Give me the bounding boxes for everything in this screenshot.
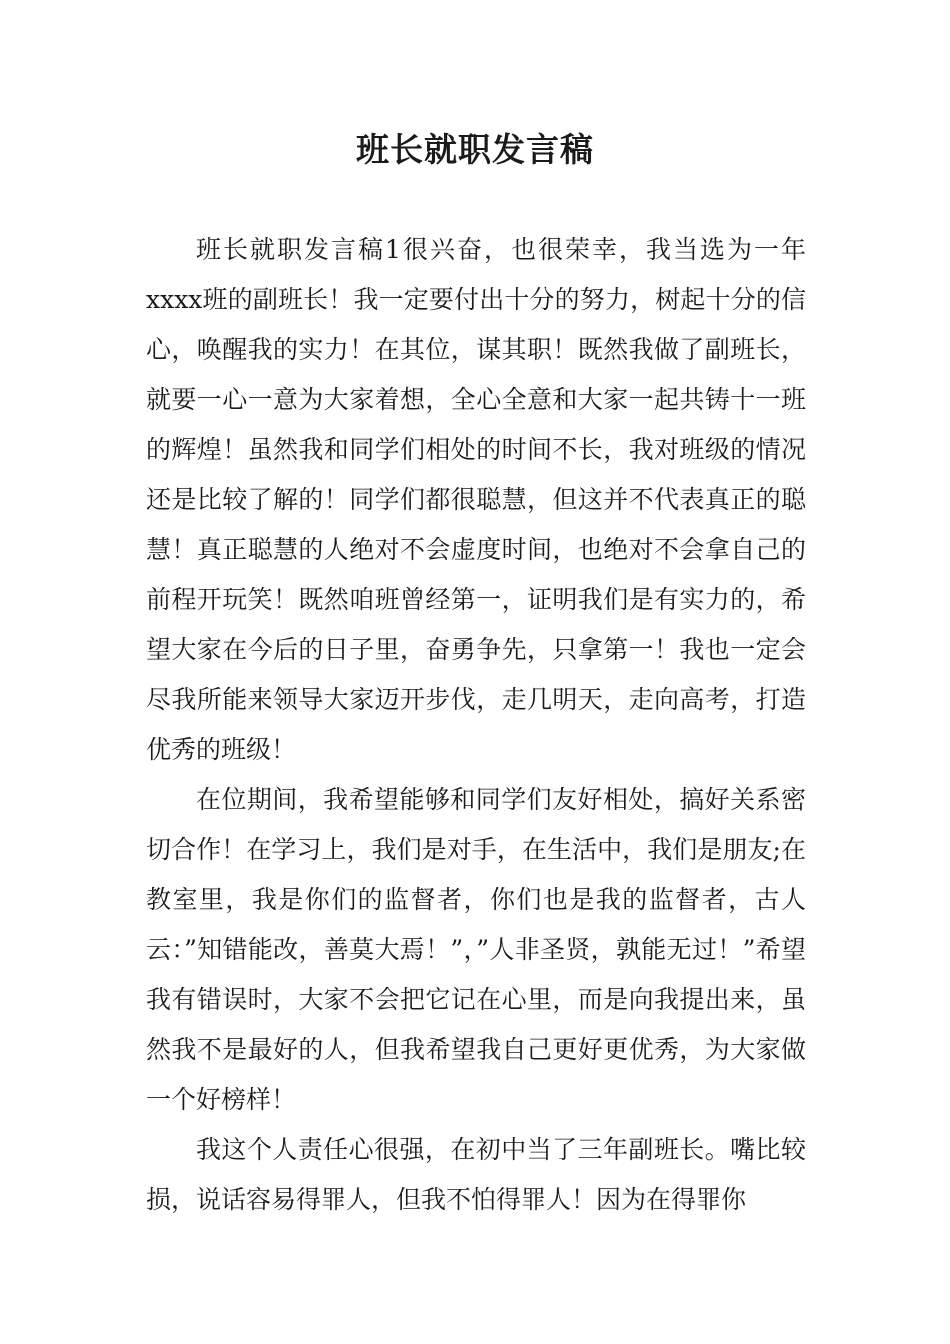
paragraph-1: 班长就职发言稿1很兴奋，也很荣幸，我当选为一年xxxx班的副班长！我一定要付出十分的努力，树起十分的信心，唤醒我的实力！在其位，谋其职！既然我做了副班长，就要一心一意为大家着想，全心全意和大家一起共铸十一班的辉煌！虽然我和同学们相处的时间不长，我对班级的情况还是比较了解的！同学们都很聪慧，但这并不代表真正的聪慧！真正聪慧的人绝对不会虚度时间，也绝对不会拿自己的前程开玩笑！既然咱班曾经第一，证明我们是有实力的，希望大家在今后的日子里，奋勇争先，只拿第一！我也一定会尽我所能来领导大家迈开步伐，走几明天，走向高考，打造优秀的班级！ (146, 235, 806, 764)
document-title: 班长就职发言稿 (356, 130, 594, 169)
document-body (146, 225, 806, 1225)
paragraph-2: 在位期间，我希望能够和同学们友好相处，搞好关系密切合作！在学习上，我们是对手，在生活中，我们是朋友;在教室里，我是你们的监督者，你们也是我的监督者，古人云：”知错能改，善莫大焉！”，”人非圣贤，孰能无过！”希望我有错误时，大家不会把它记在心里，而是向我提出来，虽然我不是最好的人，但我希望我自己更好更优秀，为大家做一个好榜样！ (146, 785, 806, 1114)
paragraph-3: 我这个人责任心很强，在初中当了三年副班长。嘴比较损，说话容易得罪人，但我不怕得罪人！因为在得罪你 (146, 1135, 806, 1214)
